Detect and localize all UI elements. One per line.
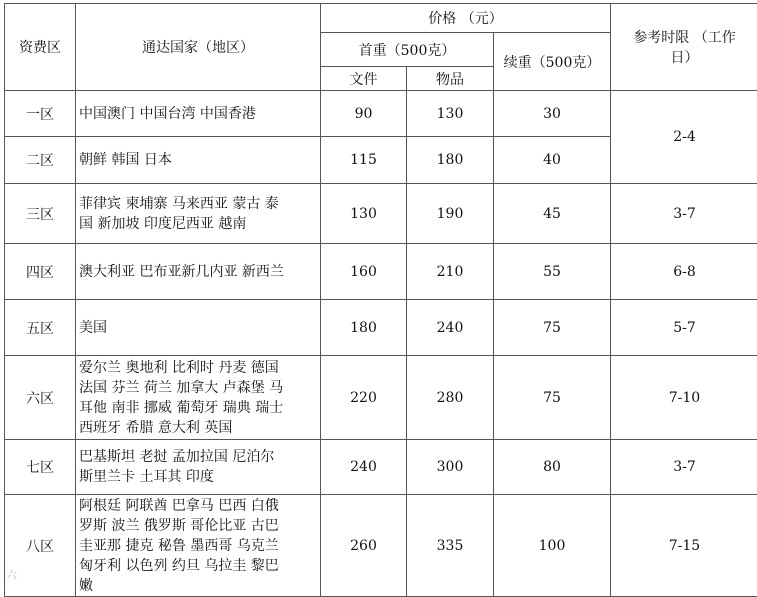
- time-cell: 3-7: [611, 184, 757, 244]
- zone-cell: 八区: [5, 495, 76, 597]
- table-row: [5, 440, 757, 495]
- goods-price-cell: 180: [407, 137, 494, 184]
- countries-cell: [76, 440, 321, 495]
- time-cell: 5-7: [611, 300, 757, 356]
- header-zone: 资费区: [5, 4, 76, 91]
- time-cell: 7-15: [611, 495, 757, 597]
- extra-price-cell: 55: [494, 244, 611, 300]
- country-line: 法国 芬兰 荷兰 加拿大 卢森堡 马: [79, 378, 318, 398]
- country-line: 朝鲜 韩国 日本: [79, 150, 318, 170]
- country-line: 美国: [79, 318, 318, 338]
- goods-price-cell: 240: [407, 300, 494, 356]
- rate-table: [4, 3, 757, 597]
- country-line: 罗斯 波兰 俄罗斯 哥伦比亚 古巴: [79, 516, 318, 536]
- country-line: 耳他 南非 挪威 葡萄牙 瑞典 瑞士: [79, 398, 318, 418]
- zone-cell: 六区: [5, 356, 76, 440]
- extra-price-cell: 45: [494, 184, 611, 244]
- extra-price-cell: 75: [494, 300, 611, 356]
- header-time-line1: 参考时限 （工作: [613, 27, 756, 47]
- docs-price-cell: 115: [321, 137, 407, 184]
- extra-price-cell: 80: [494, 440, 611, 495]
- countries-cell: [76, 137, 321, 184]
- extra-price-cell: 75: [494, 356, 611, 440]
- zone-cell: 一区: [5, 91, 76, 137]
- docs-price-cell: 180: [321, 300, 407, 356]
- docs-price-cell: 90: [321, 91, 407, 137]
- header-row-1: [5, 4, 757, 33]
- header-time-line2: 日）: [613, 47, 756, 67]
- table-row: [5, 300, 757, 356]
- goods-price-cell: 130: [407, 91, 494, 137]
- country-line: 嫩: [79, 576, 318, 596]
- zone-cell: 三区: [5, 184, 76, 244]
- table-row: [5, 184, 757, 244]
- country-line: 中国澳门 中国台湾 中国香港: [79, 104, 318, 124]
- time-cell: 7-10: [611, 356, 757, 440]
- countries-cell: [76, 91, 321, 137]
- extra-price-cell: 100: [494, 495, 611, 597]
- goods-price-cell: 300: [407, 440, 494, 495]
- country-line: 爱尔兰 奥地利 比利时 丹麦 德国: [79, 358, 318, 378]
- docs-price-cell: 160: [321, 244, 407, 300]
- extra-price-cell: 30: [494, 91, 611, 137]
- goods-price-cell: 210: [407, 244, 494, 300]
- country-line: 西班牙 希腊 意大利 英国: [79, 418, 318, 438]
- time-cell: 6-8: [611, 244, 757, 300]
- table-row: [5, 356, 757, 440]
- docs-price-cell: 220: [321, 356, 407, 440]
- country-line: 阿根廷 阿联酋 巴拿马 巴西 白俄: [79, 496, 318, 516]
- countries-cell: [76, 184, 321, 244]
- header-extra-weight: 续重（500克）: [494, 33, 611, 91]
- header-countries: 通达国家（地区）: [76, 4, 321, 91]
- country-line: 澳大利亚 巴布亚新几内亚 新西兰: [79, 262, 318, 282]
- time-cell: 3-7: [611, 440, 757, 495]
- zone-cell: 五区: [5, 300, 76, 356]
- country-line: 斯里兰卡 土耳其 印度: [79, 467, 318, 487]
- extra-price-cell: 40: [494, 137, 611, 184]
- header-time: [611, 4, 757, 91]
- countries-cell: [76, 300, 321, 356]
- watermark-logo: 六: [6, 567, 17, 583]
- table-row: [5, 244, 757, 300]
- docs-price-cell: 260: [321, 495, 407, 597]
- header-first-weight: 首重（500克）: [321, 33, 494, 67]
- country-line: 匈牙利 以色列 约旦 乌拉圭 黎巴: [79, 556, 318, 576]
- goods-price-cell: 335: [407, 495, 494, 597]
- country-line: 巴基斯坦 老挝 孟加拉国 尼泊尔: [79, 447, 318, 467]
- zone-cell: 四区: [5, 244, 76, 300]
- zone-cell: 二区: [5, 137, 76, 184]
- time-cell: 2-4: [611, 91, 757, 184]
- header-goods: 物品: [407, 67, 494, 91]
- docs-price-cell: 240: [321, 440, 407, 495]
- country-line: 圭亚那 捷克 秘鲁 墨西哥 乌克兰: [79, 536, 318, 556]
- docs-price-cell: 130: [321, 184, 407, 244]
- goods-price-cell: 280: [407, 356, 494, 440]
- table-row: [5, 91, 757, 137]
- countries-cell: [76, 356, 321, 440]
- countries-cell: [76, 244, 321, 300]
- header-docs: 文件: [321, 67, 407, 91]
- country-line: 菲律宾 柬埔寨 马来西亚 蒙古 泰: [79, 194, 318, 214]
- header-price: 价格 （元）: [321, 4, 611, 33]
- zone-cell: 七区: [5, 440, 76, 495]
- table-row: [5, 495, 757, 597]
- countries-cell: [76, 495, 321, 597]
- goods-price-cell: 190: [407, 184, 494, 244]
- country-line: 国 新加坡 印度尼西亚 越南: [79, 214, 318, 234]
